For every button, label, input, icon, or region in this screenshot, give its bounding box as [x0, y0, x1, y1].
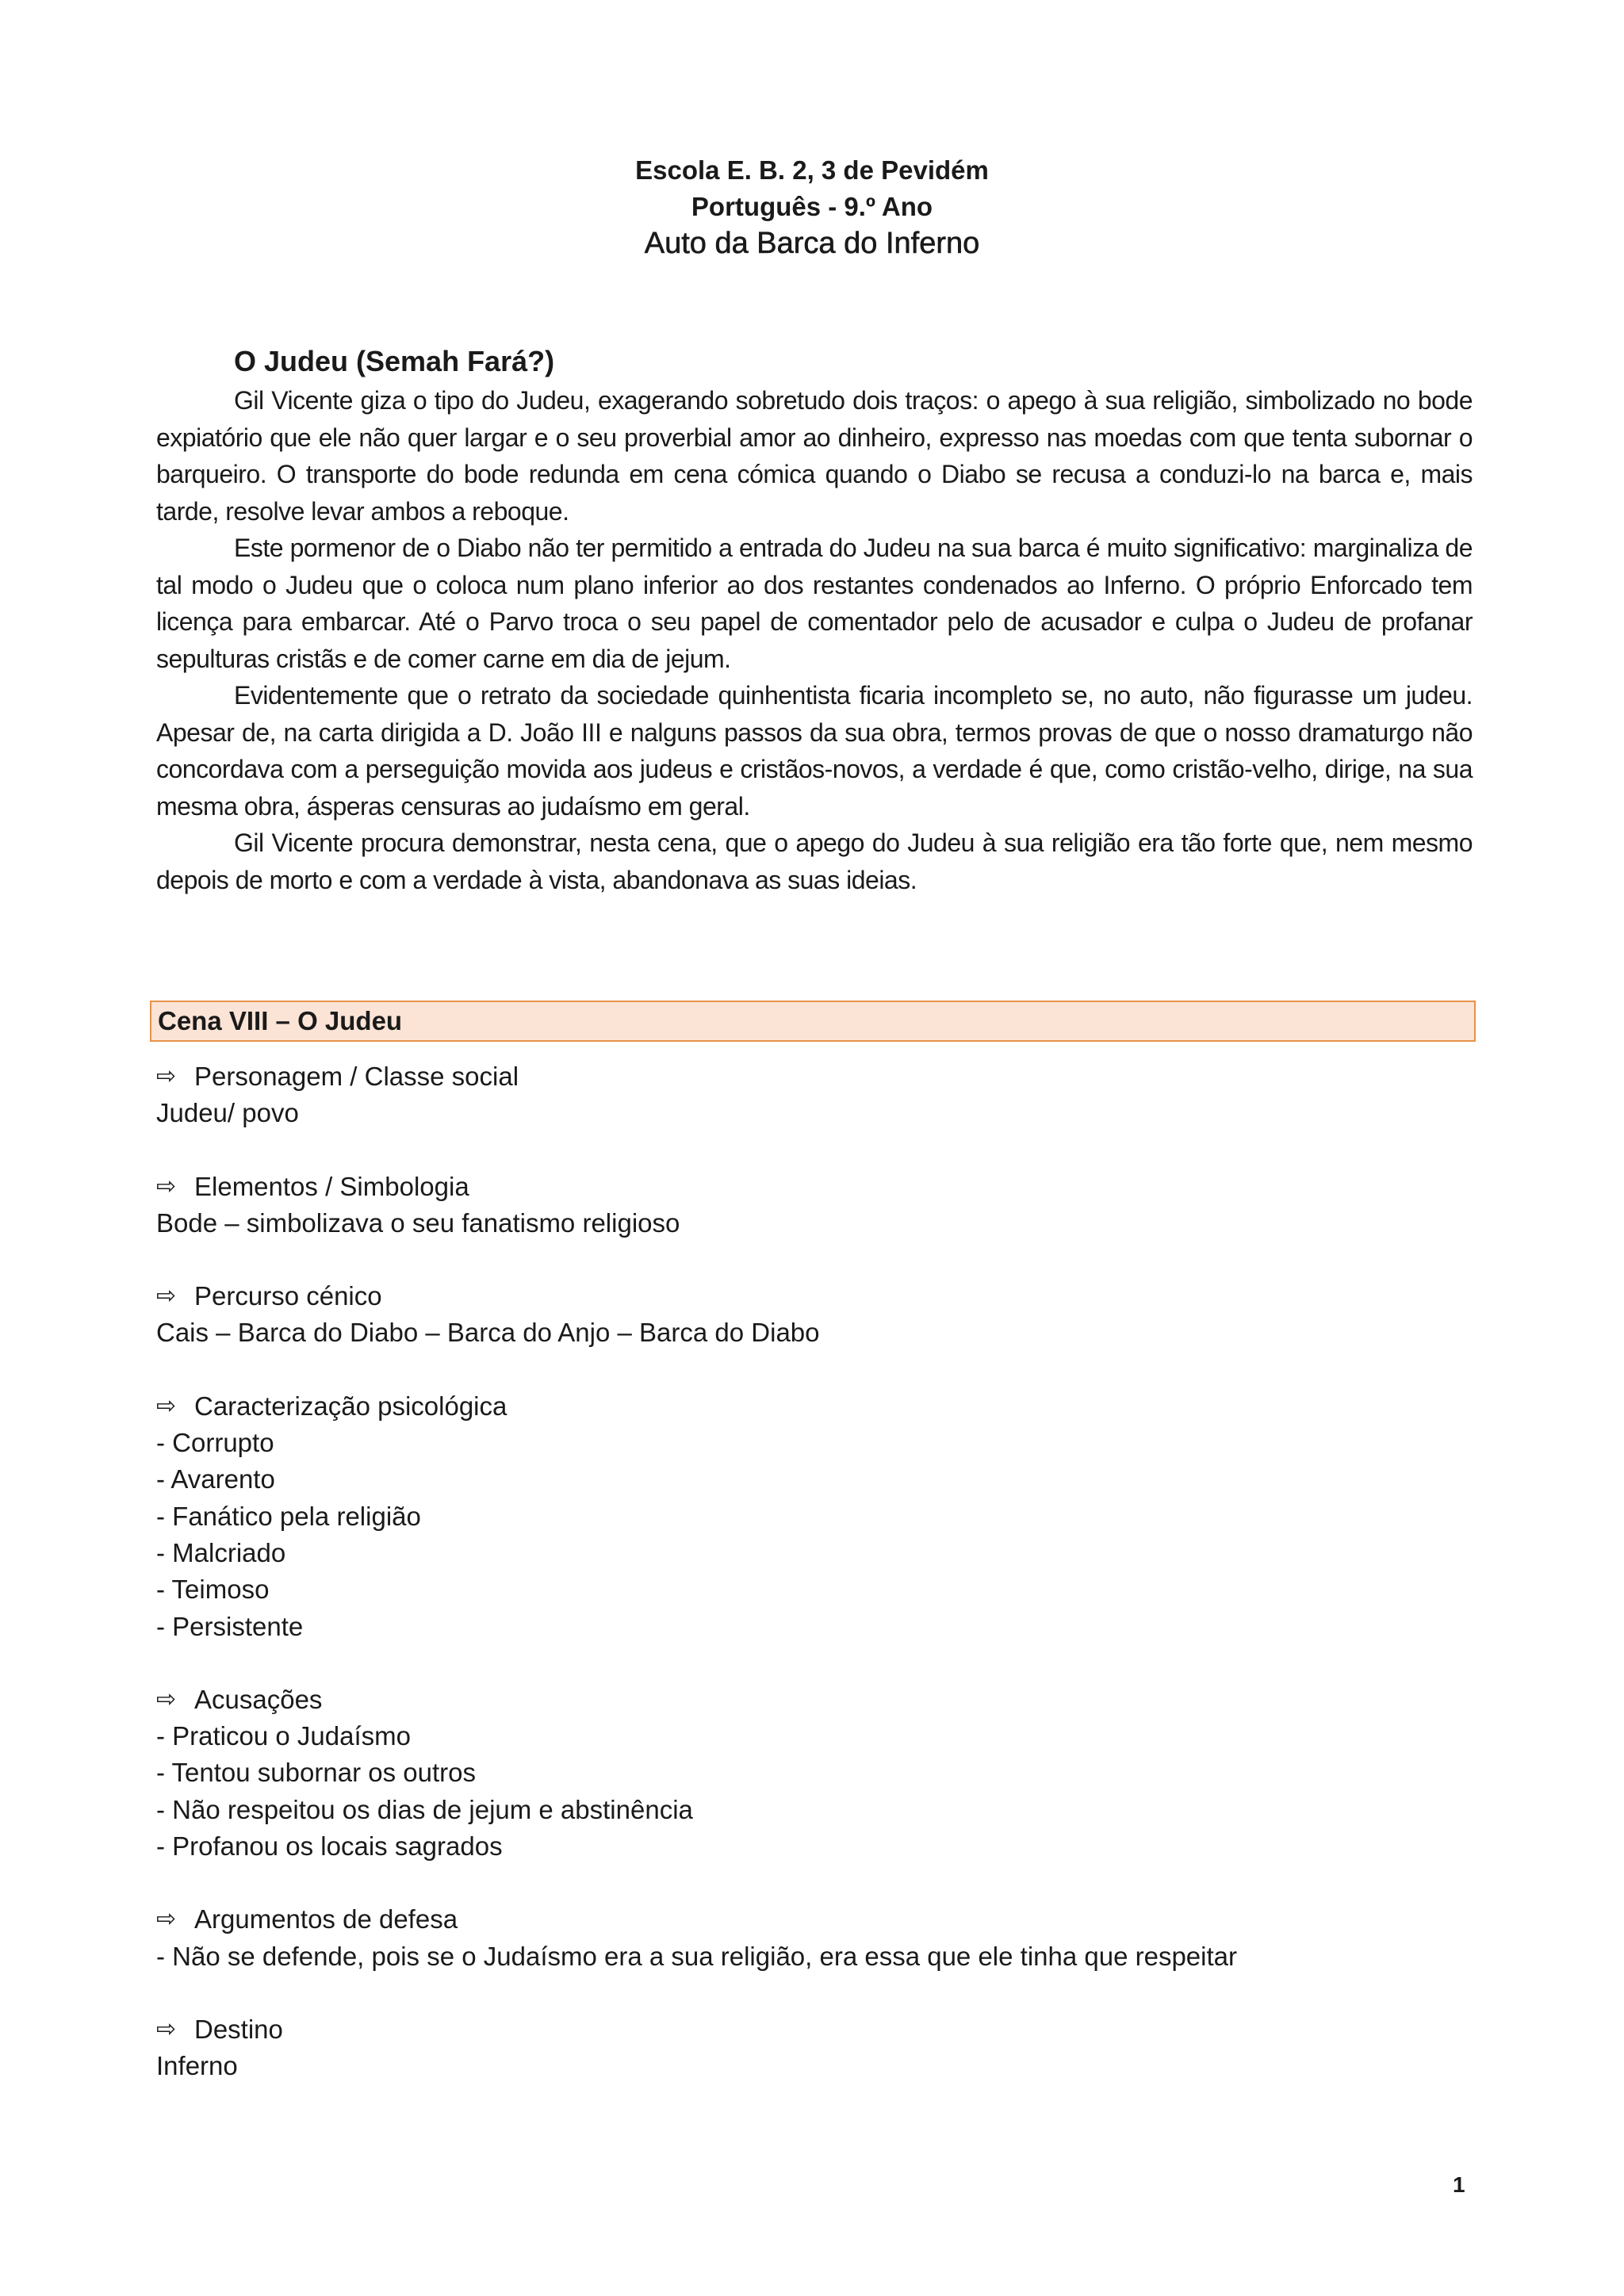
school-name: Escola E. B. 2, 3 de Pevidém [635, 155, 989, 185]
scene-title-box: Cena VIII – O Judeu [150, 1001, 1476, 1042]
intro-paragraph: Este pormenor de o Diabo não ter permitido a entrada do Judeu na sua barca é muito significativo: marginaliza de tal modo o Judeu que o coloca num plano inferior ao dos restantes condenados ao Inferno. O próprio Enforcado tem licença para embarcar. Até o Parvo troca o seu papel de comentador pelo de acusador e culpa o Judeu de profanar sepulturas cristãs e de comer carne em dia de jejum. [156, 534, 1473, 673]
intro-paragraph: Evidentemente que o retrato da sociedade quinhentista ficaria incompleto se, no auto, não figurasse um judeu. Apesar de, na carta dirigida a D. João III e nalguns passos da sua obra, termos provas de que o nosso dramaturgo não concordava com a perseguição movida aos judeus e cristãos-novos, a verdade é que, como cristão-velho, dirige, na sua mesma obra, ásperas censuras ao judaísmo em geral. [156, 681, 1473, 821]
section-item: Bode – simbolizava o seu fanatismo religioso [156, 1207, 680, 1238]
section-item: - Fanático pela religião [156, 1501, 421, 1531]
scene-section [156, 1901, 1473, 1975]
section-item: - Não respeitou os dias de jejum e abstinência [156, 1794, 693, 1824]
section-title-label: Elementos / Simbologia [194, 1171, 469, 1201]
document-title: Auto da Barca do Inferno [644, 227, 980, 260]
section-title [156, 1169, 1473, 1205]
intro-section [156, 341, 1473, 898]
section-item: - Profanou os locais sagrados [156, 1831, 503, 1862]
section-title [156, 2011, 1473, 2048]
scene-section [156, 2011, 1473, 2085]
section-title-label: Argumentos de defesa [194, 1904, 458, 1934]
section-item: Judeu/ povo [156, 1098, 299, 1128]
section-title [156, 1682, 1473, 1718]
section-item: - Malcriado [156, 1537, 286, 1567]
section-item: - Avarento [156, 1464, 275, 1494]
section-title [156, 1058, 1473, 1095]
arrow-right-icon: ⇨ [156, 1173, 177, 1200]
section-item: - Corrupto [156, 1428, 274, 1458]
arrow-right-icon: ⇨ [156, 1906, 177, 1933]
section-item: Cais – Barca do Diabo – Barca do Anjo – Barca do Diabo [156, 1318, 820, 1348]
section-item: - Persistente [156, 1611, 304, 1641]
section-title-label: Personagem / Classe social [194, 1062, 519, 1091]
arrow-right-icon: ⇨ [156, 1686, 177, 1712]
arrow-right-icon: ⇨ [156, 2015, 177, 2042]
intro-paragraph: Gil Vicente giza o tipo do Judeu, exagerando sobretudo dois traços: o apego à sua religião, simbolizado no bode expiatório que ele não quer largar e o seu proverbial amor ao dinheiro, expresso nas moedas com que tenta subornar o barqueiro. O transporte do bode redunda em cena cómica quando o Diabo se recusa a conduzi-lo na barca e, mais tarde, resolve levar ambos a reboque. [156, 386, 1473, 526]
intro-heading: O Judeu (Semah Fará?) [234, 345, 555, 377]
section-title-label: Caracterização psicológica [194, 1391, 508, 1421]
scene-section [156, 1169, 1473, 1242]
arrow-right-icon: ⇨ [156, 1283, 177, 1310]
scene-section [156, 1278, 1473, 1352]
section-title-label: Percurso cénico [194, 1281, 382, 1311]
scene-section [156, 1058, 1473, 1132]
section-title [156, 1278, 1473, 1314]
section-item: - Teimoso [156, 1575, 270, 1605]
scene-section [156, 1682, 1473, 1865]
section-title [156, 1388, 1473, 1425]
intro-paragraph: Gil Vicente procura demonstrar, nesta cena, que o apego do Judeu à sua religião era tão forte que, nem mesmo depois de morto e com a verdade à vista, abandonava as suas ideias. [156, 828, 1473, 894]
section-item: Inferno [156, 2051, 238, 2081]
arrow-right-icon: ⇨ [156, 1392, 177, 1419]
scene-section [156, 1388, 1473, 1645]
section-item: - Não se defende, pois se o Judaísmo era a sua religião, era essa que ele tinha que respeitar [156, 1941, 1238, 1971]
section-item: - Praticou o Judaísmo [156, 1721, 411, 1751]
section-title-label: Acusações [194, 1684, 323, 1714]
scene-sections [156, 1058, 1473, 2122]
section-item: - Tentou subornar os outros [156, 1758, 476, 1788]
section-title-label: Destino [194, 2014, 283, 2044]
section-title [156, 1901, 1473, 1938]
subject-line: Português - 9.º Ano [691, 192, 933, 221]
page-number: 1 [1453, 2172, 1465, 2197]
arrow-right-icon: ⇨ [156, 1063, 177, 1089]
